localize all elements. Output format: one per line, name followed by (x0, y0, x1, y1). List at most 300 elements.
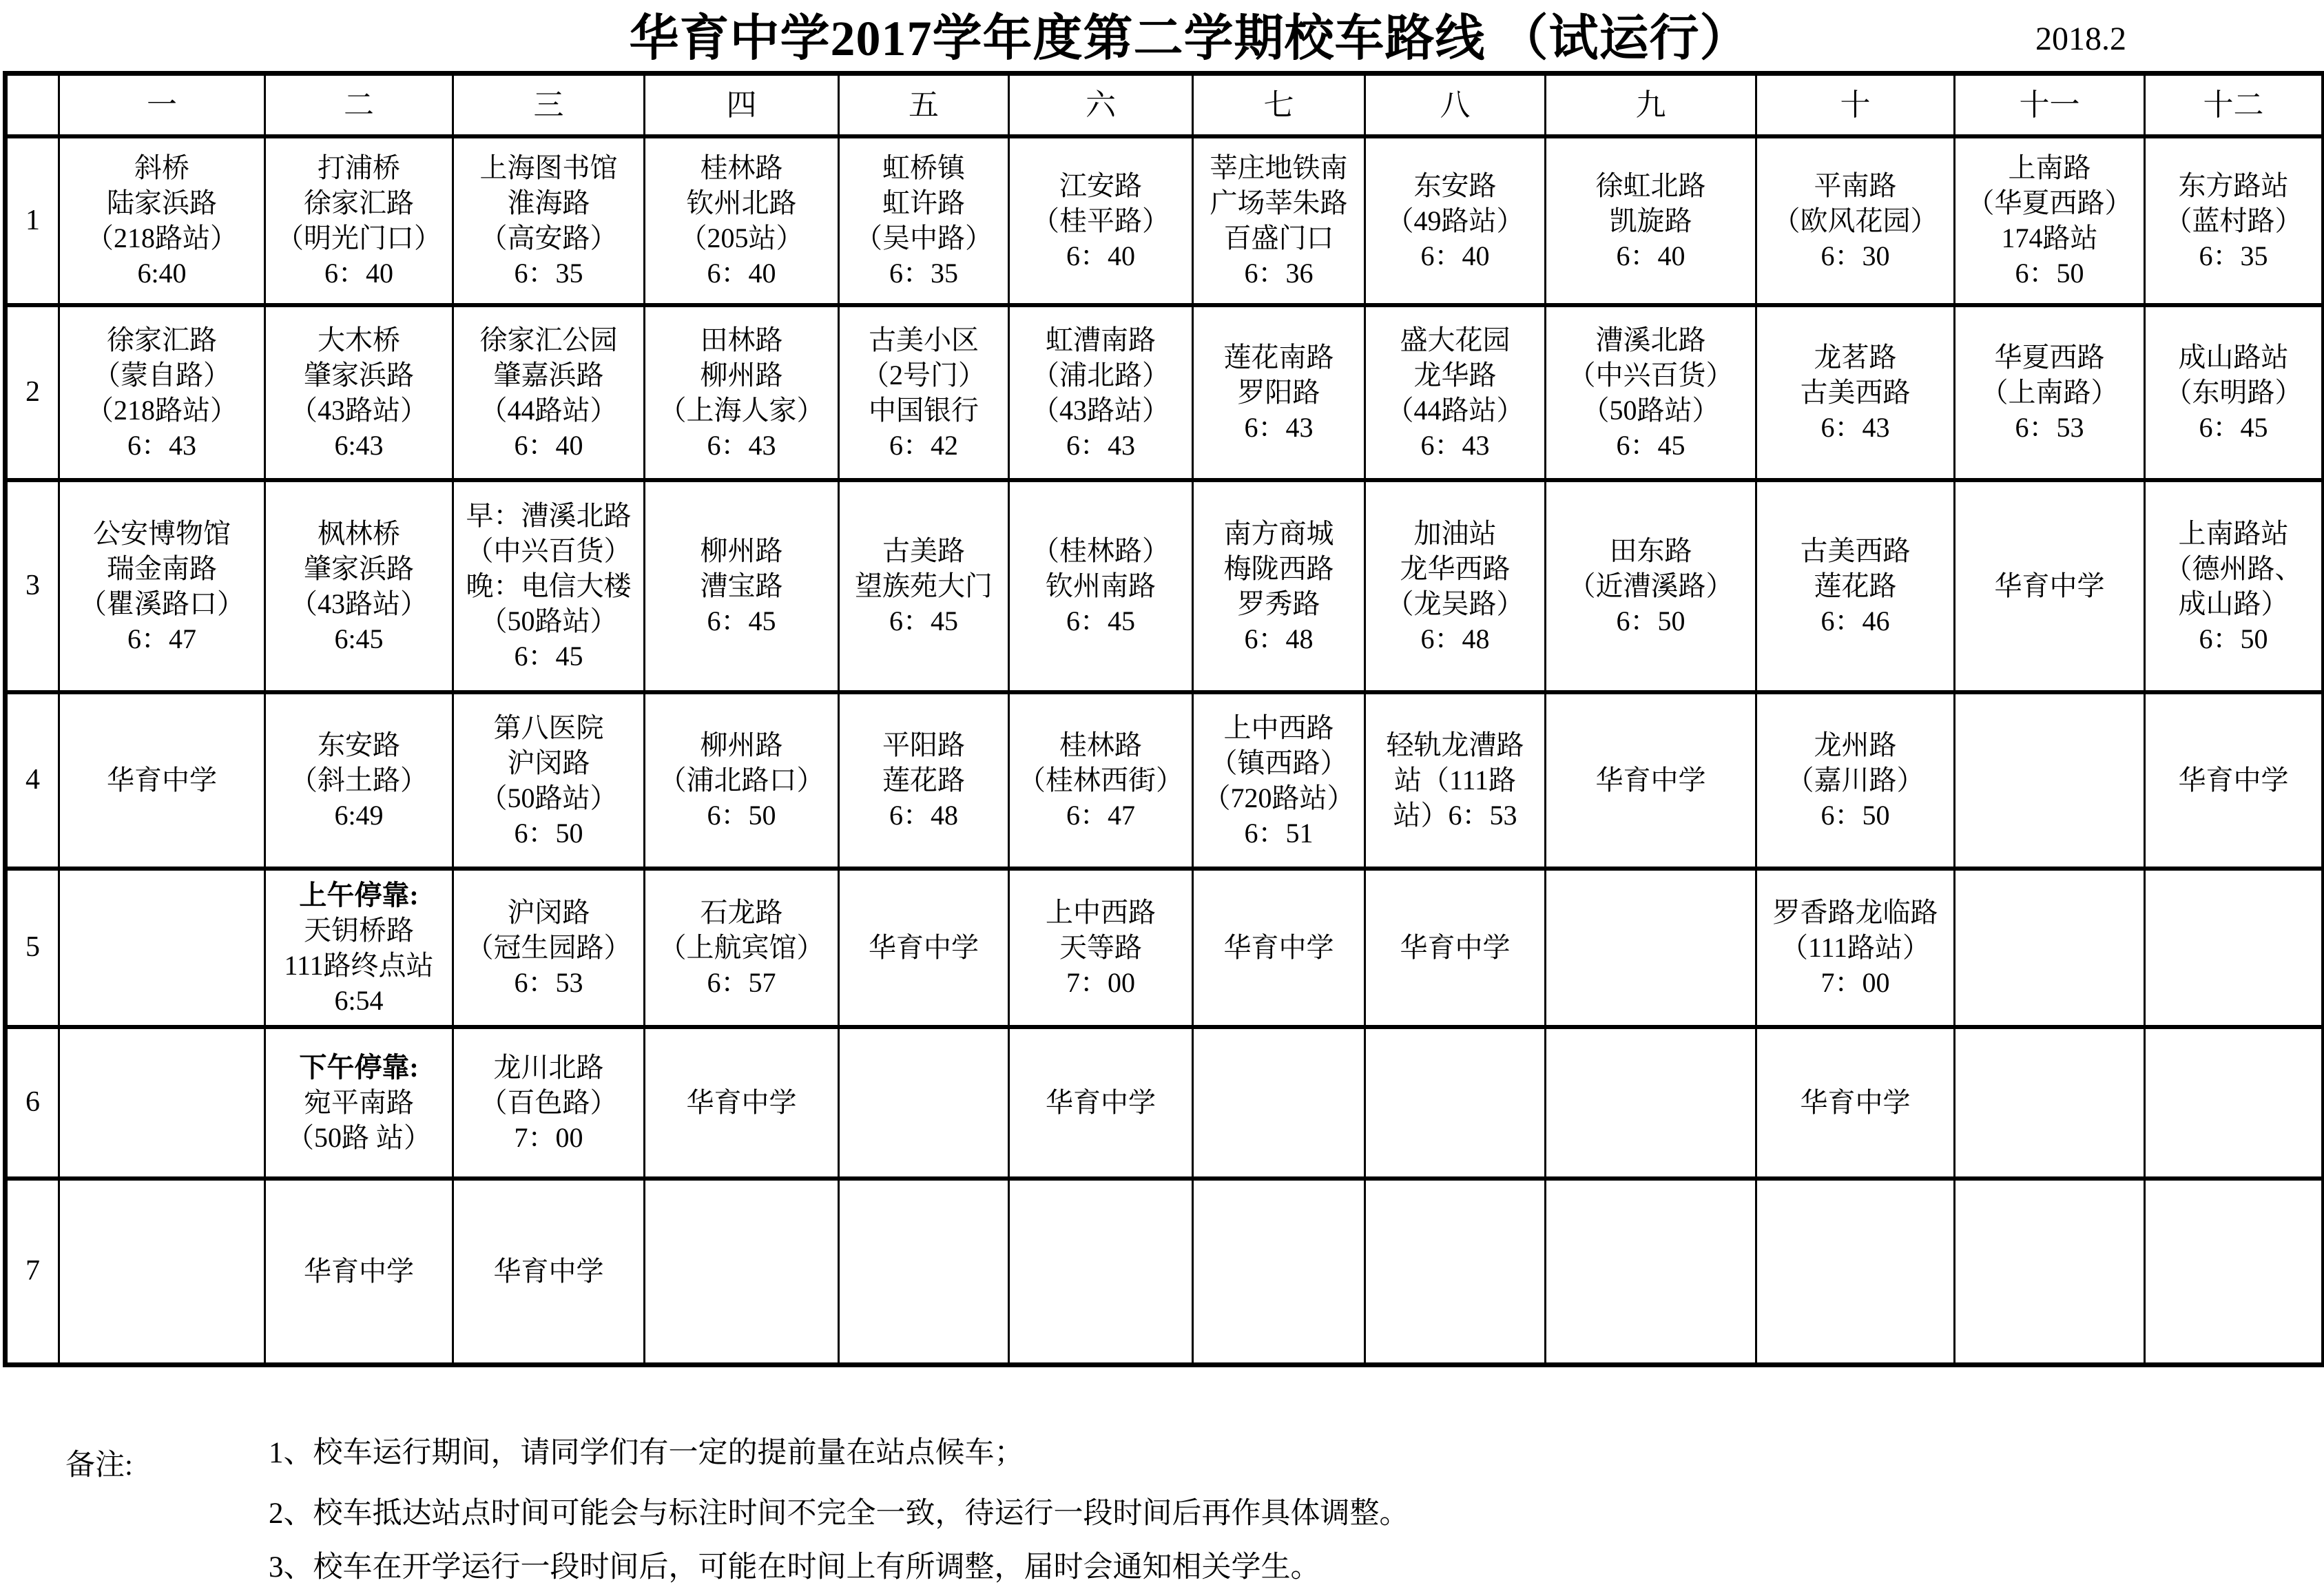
stop-line: （43路站） (1032, 394, 1170, 426)
stop-line: 晚：电信大楼 (466, 570, 632, 601)
stop-heading: 下午停靠: (299, 1052, 419, 1083)
stop-cell (645, 136, 839, 305)
stop-line: 成山路） (2178, 588, 2289, 619)
stop-cell (839, 1179, 1009, 1365)
stop-cell (1193, 480, 1365, 692)
route-row (6, 692, 2324, 869)
stop-cell (1365, 1027, 1546, 1179)
route-row (6, 480, 2324, 692)
route-header-row (6, 74, 2324, 136)
stop-line: 6：45 (2199, 412, 2268, 443)
stop-cell (2145, 136, 2324, 305)
stop-cell (1009, 480, 1193, 692)
stop-line: 6：47 (127, 623, 196, 654)
stop-line: 淮海路 (507, 187, 590, 218)
stop-cell (1756, 869, 1955, 1027)
route-column-header: 十 (1756, 74, 1955, 136)
stop-line: （中兴百货） (466, 535, 632, 566)
stop-cell (1756, 136, 1955, 305)
stop-line: 东安路 (1413, 169, 1497, 201)
stop-line: （111路站） (1780, 932, 1931, 963)
stop-line: 6：45 (514, 641, 583, 672)
stop-line: 华育中学 (1994, 570, 2105, 601)
stop-line: （龙吴路） (1386, 588, 1524, 619)
stop-heading: 上午停靠: (299, 879, 419, 911)
stop-line: 肇家浜路 (304, 359, 414, 391)
stop-number: 7 (6, 1179, 59, 1365)
stop-line: 柳州路 (700, 729, 783, 760)
stop-line: 沪闵路 (507, 747, 590, 778)
stop-line: 6:54 (334, 984, 384, 1016)
document-date: 2018.2 (2035, 21, 2126, 57)
stop-line: 梅陇西路 (1223, 552, 1334, 584)
stop-number: 3 (6, 480, 59, 692)
stop-cell (645, 869, 839, 1027)
stop-line: 6：50 (2015, 258, 2084, 289)
stop-line: 南方商城 (1223, 517, 1334, 549)
stop-line: 6：40 (1066, 240, 1135, 271)
stop-line: （桂林路） (1032, 535, 1170, 566)
stop-line: 6：48 (889, 800, 958, 831)
stop-line: 钦州南路 (1046, 570, 1156, 601)
stop-line: 6：50 (707, 800, 776, 831)
stop-line: 田林路 (700, 324, 783, 355)
stop-cell (839, 136, 1009, 305)
stop-line: 6:49 (334, 800, 384, 831)
stop-cell (59, 869, 265, 1027)
stop-line: 天等路 (1059, 932, 1142, 963)
stop-line: 6：40 (1420, 240, 1490, 271)
stop-line: 华育中学 (869, 932, 979, 963)
stop-cell (1193, 1027, 1365, 1179)
stop-line: 中国银行 (869, 394, 979, 426)
stop-line: 沪闵路 (507, 897, 590, 928)
stop-line: 罗香路龙临路 (1772, 897, 1938, 928)
stop-line: 漕宝路 (700, 570, 783, 601)
stop-cell (265, 692, 453, 869)
stop-line: 6：45 (1066, 605, 1135, 636)
stop-line: 上中西路 (1046, 897, 1156, 928)
stop-line: （50路站） (1581, 394, 1720, 426)
route-column-header: 十二 (2145, 74, 2324, 136)
stop-line: 罗阳路 (1237, 377, 1320, 408)
stop-line: 站）6：53 (1393, 800, 1517, 831)
stop-line: 6：40 (1616, 240, 1685, 271)
stop-cell (1193, 692, 1365, 869)
route-column-header: 八 (1365, 74, 1546, 136)
stop-line: 上中西路 (1223, 712, 1334, 743)
stop-line: （50路站） (479, 605, 618, 636)
stop-line: 第八医院 (493, 712, 604, 743)
stop-line: （桂平路） (1032, 205, 1170, 236)
stop-number: 6 (6, 1027, 59, 1179)
stop-cell (453, 480, 645, 692)
stop-line: 江安路 (1059, 169, 1142, 201)
stop-line: 虹桥镇 (882, 152, 965, 183)
stop-line: 6：45 (1616, 429, 1685, 461)
stop-cell (1955, 869, 2145, 1027)
stop-line: 6：50 (1820, 800, 1890, 831)
stop-line: 7：00 (1066, 967, 1135, 998)
stop-line: 6：51 (1244, 817, 1314, 849)
stop-cell (1546, 692, 1756, 869)
stop-line: 石龙路 (700, 897, 783, 928)
stop-cell (1009, 869, 1193, 1027)
stop-cell (2145, 692, 2324, 869)
stop-number: 5 (6, 869, 59, 1027)
page-title: 华育中学2017学年度第二学期校车路线 （试运行） (629, 11, 1750, 66)
stop-line: 肇嘉浜路 (493, 359, 604, 391)
route-row (6, 869, 2324, 1027)
stop-line: 6：42 (889, 429, 958, 461)
stop-line: （欧风花园） (1772, 205, 1938, 236)
stop-line: 柳州路 (700, 535, 783, 566)
stop-line: （蓝村路） (2164, 205, 2303, 236)
stop-line: 斜桥 (134, 152, 189, 183)
stop-cell (1546, 480, 1756, 692)
stop-line: （中兴百货） (1568, 359, 1734, 391)
stop-line: 平南路 (1814, 169, 1897, 201)
stop-line: 6：43 (1420, 429, 1490, 461)
route-column-header: 四 (645, 74, 839, 136)
stop-cell (1365, 1179, 1546, 1365)
stop-line: 6：43 (707, 429, 776, 461)
stop-line: 龙华路 (1413, 359, 1497, 391)
stop-cell (265, 136, 453, 305)
stop-line: （上南路） (1980, 377, 2119, 408)
stop-line: （华夏西路） (1967, 187, 2133, 218)
stop-line: 6：50 (514, 817, 583, 849)
stop-line: 望族苑大门 (855, 570, 993, 601)
stop-line: （49路站） (1386, 205, 1524, 236)
stop-line: 成山路站 (2178, 342, 2289, 373)
stop-cell (1365, 136, 1546, 305)
stop-line: 6：35 (889, 258, 958, 289)
stop-line: 华育中学 (686, 1087, 797, 1118)
bus-route-table (3, 71, 2324, 1367)
stop-line: 6：40 (707, 258, 776, 289)
stop-line: （德州路、 (2164, 552, 2303, 584)
stop-line: 6:43 (334, 429, 384, 461)
stop-line: （桂林西街） (1018, 765, 1183, 796)
stop-line: （43路站） (290, 394, 428, 426)
stop-line: 桂林路 (1059, 729, 1142, 760)
stop-line: 早：漕溪北路 (466, 500, 632, 531)
stop-line: 古美西路 (1800, 535, 1911, 566)
route-column-header: 二 (265, 74, 453, 136)
stop-line: 站（111路 (1393, 765, 1517, 796)
stop-cell (1193, 305, 1365, 480)
stop-cell (59, 305, 265, 480)
stop-line: （50路 站） (287, 1122, 431, 1153)
stop-cell (839, 869, 1009, 1027)
note-item: 2、校车抵达站点时间可能会与标注时间不完全一致，待运行一段时间后再作具体调整。 (269, 1497, 1409, 1530)
stop-line: 6：48 (1244, 623, 1314, 654)
route-row (6, 1027, 2324, 1179)
stop-cell (1365, 869, 1546, 1027)
stop-cell (645, 480, 839, 692)
stop-line: 龙州路 (1814, 729, 1897, 760)
stop-cell (1193, 136, 1365, 305)
stop-line: 莲花南路 (1223, 342, 1334, 373)
route-column-header: 三 (453, 74, 645, 136)
stop-cell (1756, 1027, 1955, 1179)
stop-line: 6：48 (1420, 623, 1490, 654)
stop-line: 平阳路 (882, 729, 965, 760)
stop-line: （明光门口） (276, 222, 442, 253)
stop-line: 虹漕南路 (1046, 324, 1156, 355)
stop-line: （吴中路） (855, 222, 993, 253)
stop-cell (1009, 692, 1193, 869)
stop-cell (1193, 1179, 1365, 1365)
stop-line: 6：30 (1820, 240, 1890, 271)
stop-line: 徐虹北路 (1595, 169, 1706, 201)
stop-cell (265, 869, 453, 1027)
stop-cell (265, 305, 453, 480)
stop-line: 6：40 (514, 429, 583, 461)
stop-line: 上南路站 (2178, 517, 2289, 549)
stop-line: 174路站 (2001, 222, 2098, 253)
stop-line: 加油站 (1413, 517, 1497, 549)
stop-cell (2145, 305, 2324, 480)
stop-line: 华育中学 (304, 1256, 414, 1287)
stop-cell (645, 305, 839, 480)
stop-line: 枫林桥 (318, 517, 400, 549)
stop-line: 111路终点站 (284, 949, 434, 981)
stop-cell (1546, 1179, 1756, 1365)
stop-line: 莲花路 (1814, 570, 1897, 601)
stop-line: 宛平南路 (304, 1087, 414, 1118)
stop-cell (59, 1179, 265, 1365)
stop-line: 公安博物馆 (93, 517, 231, 549)
stop-line: 华育中学 (2178, 765, 2289, 796)
stop-cell (839, 1027, 1009, 1179)
stop-line: 6：57 (707, 967, 776, 998)
stop-line: 古美小区 (869, 324, 979, 355)
route-column-header: 十一 (1955, 74, 2145, 136)
route-row (6, 136, 2324, 305)
stop-line: 打浦桥 (318, 152, 400, 183)
stop-cell (1955, 136, 2145, 305)
stop-line: 6:40 (137, 258, 187, 289)
stop-line: 华育中学 (107, 765, 217, 796)
stop-line: 6：50 (1616, 605, 1685, 636)
stop-line: （斜土路） (290, 765, 428, 796)
stop-cell (453, 136, 645, 305)
stop-line: （冠生园路） (466, 932, 632, 963)
stop-line: （218路站） (86, 222, 238, 253)
stop-cell (453, 692, 645, 869)
stop-line: （44路站） (479, 394, 618, 426)
stop-line: 莲花路 (882, 765, 965, 796)
stop-cell (1955, 480, 2145, 692)
stop-line: （43路站） (290, 588, 428, 619)
stop-line: 华育中学 (1595, 765, 1706, 796)
stop-cell (1955, 1027, 2145, 1179)
stop-line: 6：53 (2015, 412, 2084, 443)
stop-cell (645, 1027, 839, 1179)
stop-line: 龙华西路 (1400, 552, 1511, 584)
stop-number: 1 (6, 136, 59, 305)
stop-cell (645, 1179, 839, 1365)
stop-line: 罗秀路 (1237, 588, 1320, 619)
stop-number: 2 (6, 305, 59, 480)
stop-cell (1756, 692, 1955, 869)
stop-cell (1756, 305, 1955, 480)
stop-line: 6：35 (2199, 240, 2268, 271)
stop-line: 6:45 (334, 623, 384, 654)
stop-line: （东明路） (2164, 377, 2303, 408)
stop-cell (265, 1027, 453, 1179)
stop-line: （瞿溪路口） (79, 588, 245, 619)
stop-line: 7：00 (1820, 967, 1890, 998)
stop-line: 田东路 (1609, 535, 1692, 566)
stop-line: （镇西路） (1210, 747, 1348, 778)
stop-line: 陆家浜路 (107, 187, 217, 218)
stop-line: （720路站） (1203, 782, 1355, 813)
stop-cell (1009, 1027, 1193, 1179)
stop-line: 瑞金南路 (107, 552, 217, 584)
stop-line: 华育中学 (1046, 1087, 1156, 1118)
stop-cell (1955, 305, 2145, 480)
stop-line: 大木桥 (318, 324, 400, 355)
stop-cell (2145, 869, 2324, 1027)
stop-cell (2145, 1179, 2324, 1365)
stop-cell (2145, 1027, 2324, 1179)
stop-line: 6：43 (127, 429, 196, 461)
stop-line: 6：53 (514, 967, 583, 998)
stop-cell (1546, 305, 1756, 480)
stop-line: 6：45 (707, 605, 776, 636)
route-column-header: 一 (59, 74, 265, 136)
stop-cell (453, 1027, 645, 1179)
stop-cell (1546, 869, 1756, 1027)
stop-line: 华育中学 (1400, 932, 1511, 963)
stop-line: 6：40 (324, 258, 393, 289)
stop-cell (645, 692, 839, 869)
stop-line: （近漕溪路） (1568, 570, 1734, 601)
stop-cell (1009, 1179, 1193, 1365)
stop-line: 古美西路 (1800, 377, 1911, 408)
stop-line: （50路站） (479, 782, 618, 813)
notes-label: 备注: (65, 1449, 133, 1482)
stop-line: 东安路 (318, 729, 400, 760)
stop-line: （浦北路口） (658, 765, 824, 796)
stop-cell (839, 480, 1009, 692)
stop-cell (59, 692, 265, 869)
stop-line: 钦州北路 (686, 187, 797, 218)
stop-line: 肇家浜路 (304, 552, 414, 584)
stop-line: 徐家汇路 (304, 187, 414, 218)
stop-line: 7：00 (514, 1122, 583, 1153)
stop-line: （2号门） (862, 359, 986, 391)
stop-cell (453, 305, 645, 480)
stop-line: （205站） (679, 222, 804, 253)
stop-line: 徐家汇路 (107, 324, 217, 355)
stop-cell (1365, 692, 1546, 869)
stop-cell (1756, 480, 1955, 692)
stop-line: 徐家汇公园 (479, 324, 618, 355)
stop-cell (453, 869, 645, 1027)
note-item: 1、校车运行期间，请同学们有一定的提前量在站点候车； (269, 1437, 1024, 1469)
route-column-header: 九 (1546, 74, 1756, 136)
stop-line: 6：50 (2199, 623, 2268, 654)
stop-line: （蒙自路） (93, 359, 231, 391)
stop-line: 上南路 (2008, 152, 2091, 183)
stop-line: 6：35 (514, 258, 583, 289)
route-column-header: 六 (1009, 74, 1193, 136)
route-column-header: 七 (1193, 74, 1365, 136)
stop-number: 4 (6, 692, 59, 869)
stop-line: （百色路） (479, 1087, 618, 1118)
stop-cell (1193, 869, 1365, 1027)
stop-cell (1546, 136, 1756, 305)
stop-line: 6：43 (1066, 429, 1135, 461)
stop-cell (59, 1027, 265, 1179)
stop-cell (1546, 1027, 1756, 1179)
stop-line: （嘉川路） (1786, 765, 1924, 796)
stop-line: 百盛门口 (1223, 222, 1334, 253)
stop-cell (1955, 692, 2145, 869)
stop-cell (1009, 136, 1193, 305)
stop-line: 漕溪北路 (1595, 324, 1706, 355)
stop-cell (453, 1179, 645, 1365)
stop-cell (265, 480, 453, 692)
stop-line: 华育中学 (493, 1256, 604, 1287)
stop-line: 莘庄地铁南 (1210, 152, 1348, 183)
stop-line: 柳州路 (700, 359, 783, 391)
stop-cell (1365, 480, 1546, 692)
stop-cell (1955, 1179, 2145, 1365)
stop-line: 6：43 (1244, 412, 1314, 443)
stop-line: 上海图书馆 (479, 152, 618, 183)
stop-line: 东方路站 (2178, 169, 2289, 201)
stop-line: 广场莘朱路 (1210, 187, 1348, 218)
stop-line: 古美路 (882, 535, 965, 566)
stop-line: 华育中学 (1223, 932, 1334, 963)
stop-line: （上海人家） (658, 394, 824, 426)
note-item: 3、校车在开学运行一段时间后，可能在时间上有所调整，届时会通知相关学生。 (269, 1551, 1320, 1584)
stop-line: 轻轨龙漕路 (1386, 729, 1524, 760)
stop-line: （218路站） (86, 394, 238, 426)
stop-line: （44路站） (1386, 394, 1524, 426)
stop-line: （浦北路） (1032, 359, 1170, 391)
route-row (6, 1179, 2324, 1365)
stop-line: （上航宾馆） (658, 932, 824, 963)
stop-line: 虹许路 (882, 187, 965, 218)
stop-line: 盛大花园 (1400, 324, 1511, 355)
stop-line: 6：43 (1820, 412, 1890, 443)
stop-line: 桂林路 (700, 152, 783, 183)
corner-cell (6, 74, 59, 136)
stop-cell (839, 692, 1009, 869)
stop-line: 龙川北路 (493, 1052, 604, 1083)
stop-line: 凯旋路 (1609, 205, 1692, 236)
stop-cell (59, 480, 265, 692)
stop-cell (265, 1179, 453, 1365)
stop-line: 华育中学 (1800, 1087, 1911, 1118)
stop-line: （高安路） (479, 222, 618, 253)
stop-line: 6：46 (1820, 605, 1890, 636)
stop-cell (1009, 305, 1193, 480)
stop-line: 6：45 (889, 605, 958, 636)
stop-line: 6：36 (1244, 258, 1314, 289)
stop-line: 6：47 (1066, 800, 1135, 831)
stop-cell (59, 136, 265, 305)
stop-cell (1756, 1179, 1955, 1365)
stop-cell (2145, 480, 2324, 692)
stop-cell (839, 305, 1009, 480)
